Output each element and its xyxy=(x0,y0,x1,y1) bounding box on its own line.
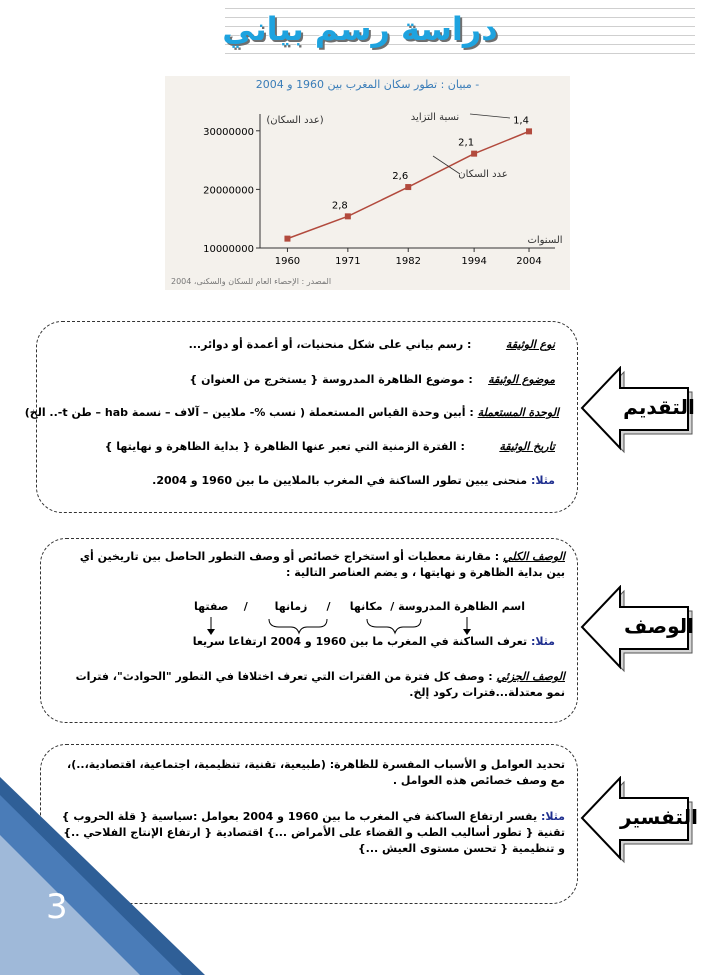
element-name: اسم الظاهرة المدروسة / xyxy=(390,600,525,613)
intro-row-unit xyxy=(25,406,559,419)
description-box xyxy=(40,538,578,723)
row-label: موضوع الوثيقة xyxy=(488,373,555,386)
y-tick-label: 30000000 xyxy=(203,126,254,138)
row-text: : أبين وحدة القياس المستعملة ( نسب %- ملايين – آلاف – نسمة hab – طن t-.. الخ) xyxy=(24,406,474,419)
interpretation-arrow-label: التفسير xyxy=(620,805,698,829)
example-text: يفسر ارتفاع الساكنة في المغرب ما بين 1960 و 2004 بعوامل :سياسية { قلة الحروب } تقنية { تطور أساليب الطب و القضاء على الأمراض ...} اقتصادية { ارتفاع الإنتاج الفلاحي ..} و تنظيمية { تحسن مستوى العيش ...} xyxy=(61,810,565,855)
example-label: مثلا: xyxy=(530,635,555,648)
intro-box xyxy=(24,321,578,513)
y-unit-label: (عدد السكان) xyxy=(266,115,324,126)
chart-svg xyxy=(165,76,570,290)
row-text: : موضوع الظاهرة المدروسة { يستخرج من العنوان } xyxy=(189,373,473,386)
chart-source: المصدر : الإحصاء العام للسكان والسكنى، 2004 xyxy=(171,277,332,286)
x-tick-label: 1982 xyxy=(395,256,421,267)
data-label: 2,1 xyxy=(458,137,475,149)
intro-row-subject xyxy=(189,373,555,386)
y-tick-label: 20000000 xyxy=(203,185,254,197)
intro-row-date xyxy=(105,440,555,453)
x-unit-label: السنوات xyxy=(527,235,563,246)
intro-row-type xyxy=(189,338,555,351)
row-label: تاريخ الوثيقة xyxy=(499,440,555,453)
example-text: تعرف الساكنة في المغرب ما بين 1960 و 2004 ارتفاعا سريعا xyxy=(192,635,528,648)
row-text: : رسم بياني على شكل منحنيات، أو أعمدة أو دوائر... xyxy=(188,338,472,351)
element-connectors xyxy=(181,615,501,637)
row-label: الوحدة المستعملة xyxy=(477,406,559,419)
example-label: مثلا: xyxy=(540,810,565,823)
example-label: مثلا: xyxy=(530,474,555,487)
element-sep: / xyxy=(243,600,248,613)
data-point xyxy=(405,184,411,190)
element-place: مكانها xyxy=(349,600,383,613)
y-tick-label: 10000000 xyxy=(203,244,254,255)
data-label: 2,8 xyxy=(331,200,348,212)
growth-leader-line xyxy=(470,114,510,118)
partial-description xyxy=(59,669,565,701)
row-text: : الفترة الزمنية التي تعبر عنها الظاهرة { بداية الظاهرة و نهايتها } xyxy=(104,440,465,453)
general-label: الوصف الكلي xyxy=(503,550,565,563)
page-number: 3 xyxy=(46,887,68,927)
data-point xyxy=(345,213,351,219)
x-tick-label: 2004 xyxy=(516,256,542,267)
page-title: دراسة رسم بياني xyxy=(222,10,498,48)
element-sep: / xyxy=(326,600,331,613)
population-chart xyxy=(165,76,570,290)
x-tick-label: 1994 xyxy=(461,256,487,267)
pop-leader-line xyxy=(433,156,460,174)
element-trait: صفتها xyxy=(193,600,229,613)
growth-label: نسبة التزايد xyxy=(410,112,460,123)
x-tick-label: 1971 xyxy=(335,256,361,267)
data-point xyxy=(284,236,290,242)
corner-decoration xyxy=(0,775,210,975)
intro-example xyxy=(152,474,555,487)
chart-caption: - مبيان : تطور سكان المغرب بين 1960 و 2004 xyxy=(255,78,480,91)
element-time: زمانها xyxy=(274,600,308,613)
interpretation-intro: تحديد العوامل و الأسباب المفسرة للظاهرة: (طبيعية، تقنية، تنظيمية، اجتماعية، اقتصادية،..)، مع وصف خصائص هذه العوامل . xyxy=(67,758,565,787)
general-text: : مقارنة معطيات أو استخراج خصائص أو وصف التطور الحاصل بين تاريخين أي بين بداية الظاهرة و نهايتها ، و يضم العناصر التالية : xyxy=(79,550,565,579)
pop-label: عدد السكان xyxy=(458,169,508,180)
row-label: نوع الوثيقة xyxy=(505,338,555,351)
description-example xyxy=(193,635,555,648)
data-label: 1,4 xyxy=(513,115,529,127)
x-tick-label: 1960 xyxy=(274,256,301,267)
intro-arrow-label: التقديم xyxy=(623,395,695,419)
elements-row xyxy=(194,600,525,613)
data-point xyxy=(526,128,532,134)
description-arrow-label: الوصف xyxy=(623,614,695,638)
general-description xyxy=(59,549,565,581)
partial-text: : وصف كل فترة من الفترات التي تعرف اختلافا في التطور "الحوادث"، فترات نمو معتدلة...فترات ركود إلخ. xyxy=(75,670,565,699)
partial-label: الوصف الجزئي xyxy=(496,670,565,683)
example-text: منحنى يبين تطور الساكنة في المغرب بالملايين ما بين 1960 و 2004. xyxy=(152,474,528,487)
data-point xyxy=(471,151,477,157)
data-label: 2,6 xyxy=(392,171,409,183)
